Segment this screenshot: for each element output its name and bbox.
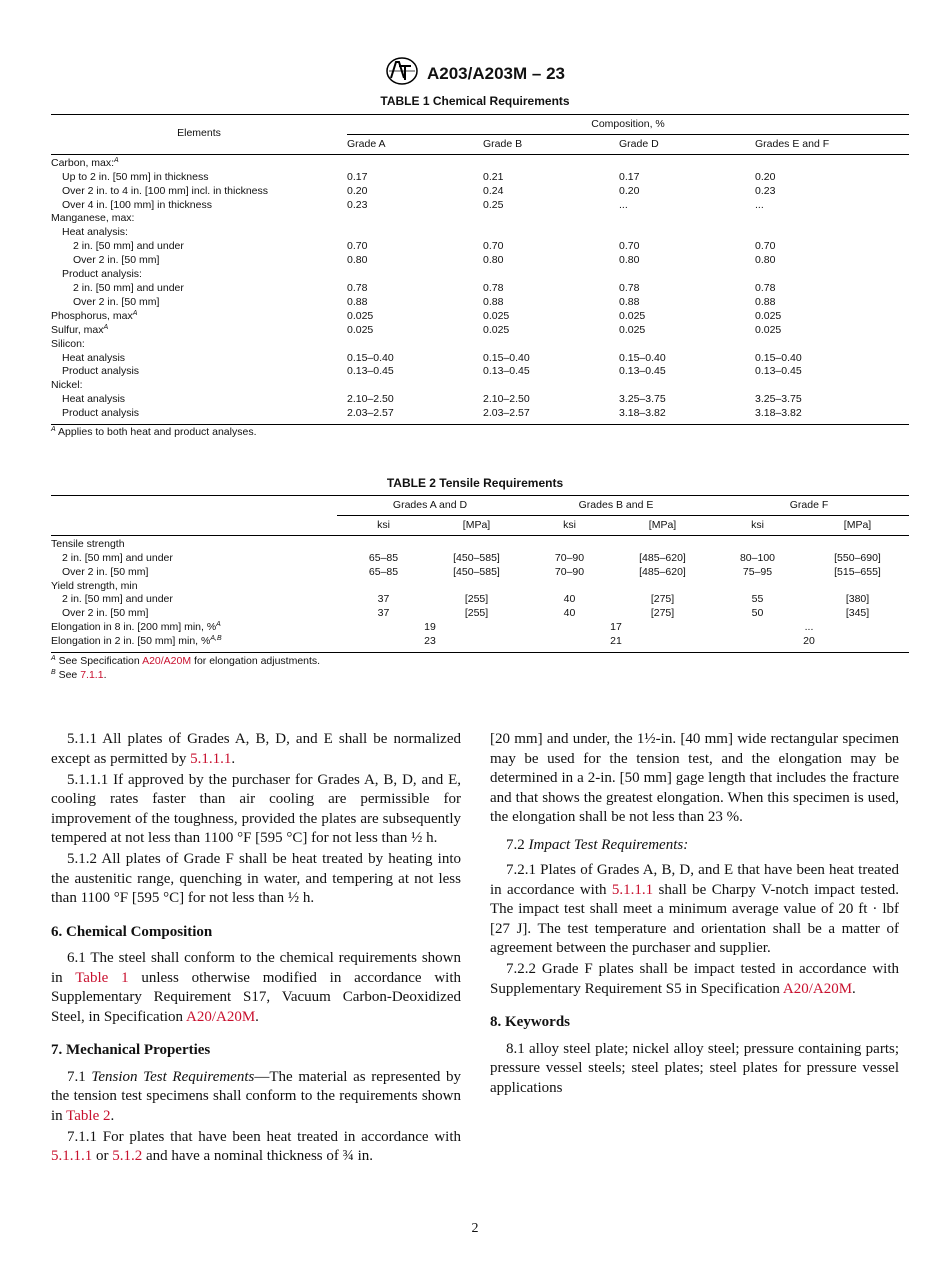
table2-group-header: Grades B and E — [523, 496, 709, 516]
astm-logo-icon — [385, 56, 419, 91]
table1-cell — [755, 379, 909, 393]
table2-cell — [430, 535, 523, 551]
table1-cell — [347, 338, 483, 352]
table1-grade-header: Grades E and F — [755, 134, 909, 154]
table2-row-label: 2 in. [50 mm] and under — [62, 551, 173, 564]
table2-cell: [275] — [650, 607, 675, 620]
table1-cell: 0.025 — [755, 323, 782, 336]
table2-cell — [523, 535, 616, 551]
table1-cell: 0.88 — [619, 295, 640, 308]
table2-cell — [337, 535, 430, 551]
table1-row — [51, 212, 909, 226]
table1-cell: 0.23 — [347, 198, 368, 211]
table2-cell: 80–100 — [739, 551, 776, 564]
table1-cell: ... — [755, 198, 764, 211]
table1-row — [51, 199, 909, 213]
table1-row-label: Manganese, max: — [51, 212, 135, 225]
table1-cell — [347, 268, 483, 282]
table2-cell: 75–95 — [742, 565, 773, 578]
table1-footnote: $^A$ Applies to both heat and product analyses. — [51, 426, 257, 438]
table1-cell — [619, 379, 755, 393]
page-number: 2 — [471, 1221, 479, 1236]
right-column — [490, 730, 899, 1098]
table1-cell: 2.10–2.50 — [483, 393, 530, 406]
table1-cell: 0.025 — [755, 309, 782, 322]
table1-cell: 0.025 — [619, 323, 646, 336]
table2-footnotes — [51, 655, 320, 682]
table2-row-label: Elongation in 8 in. [200 mm] min, %$^A$ — [51, 621, 221, 634]
table1-cell: 3.25–3.75 — [755, 393, 802, 406]
table2-unit-header: [MPa] — [806, 515, 909, 535]
table2-elongation-row — [51, 635, 909, 652]
table2-cell: [485–620] — [639, 551, 686, 564]
table1-cell: 0.24 — [483, 184, 504, 197]
table2-row-label: Over 2 in. [50 mm] — [62, 607, 149, 620]
table1-cell — [347, 379, 483, 393]
table1-row — [51, 365, 909, 379]
table1-cell: 0.15–0.40 — [755, 351, 802, 364]
para-8-1: 8.1 alloy steel plate; nickel alloy steel; pressure containing parts; pressure vessel steels; steel plates; steel plates for pressure vessel applications — [490, 1040, 899, 1096]
table2-cell: 55 — [751, 593, 764, 606]
table2-cell — [709, 535, 806, 551]
table1-cell: 0.88 — [755, 295, 776, 308]
link-5-1-1-1[interactable]: 5.1.1.1 — [190, 750, 232, 767]
table1-cell: 0.80 — [483, 254, 504, 267]
table2-unit-header: ksi — [709, 515, 806, 535]
para-5-1-2: 5.1.2 All plates of Grade F shall be heat treated by heating into the austenitic range, quenching in water, and tempering at not less than 1100 °F [595 °C] for not less than ½ h. — [51, 851, 461, 906]
table1-cell: 0.025 — [347, 309, 374, 322]
table2-cell — [430, 580, 523, 594]
link-table-2[interactable]: Table 2 — [66, 1107, 111, 1124]
table1-cell: 0.13–0.45 — [619, 365, 666, 378]
table1-cell: 2.03–2.57 — [483, 407, 619, 424]
table2-cell — [616, 535, 709, 551]
table1-cell: 3.18–3.82 — [755, 407, 909, 424]
link-table-1[interactable]: Table 1 — [75, 969, 129, 986]
table2-unit-header: ksi — [523, 515, 616, 535]
table1-cell — [755, 212, 909, 226]
table2-row-label: 2 in. [50 mm] and under — [62, 593, 173, 606]
table1-cell: 0.20 — [619, 184, 640, 197]
table1-row-label: Carbon, max:$^A$ — [51, 156, 119, 169]
table1-cell: 0.80 — [755, 254, 776, 267]
table1-cell: 0.20 — [755, 170, 776, 183]
left-column — [51, 730, 461, 1167]
table2-unit-header: [MPa] — [616, 515, 709, 535]
table2-cell: 23 — [337, 635, 523, 652]
table1-cell — [755, 338, 909, 352]
table1-grade-header: Grade B — [483, 134, 619, 154]
table2-cell — [806, 580, 909, 594]
para-7-1-1-continued: [20 mm] and under, the 1½-in. [40 mm] wide rectangular specimen may be used for the tension test, and the elongation may be determined in a 2-in. [50 mm] gage length that includes the fracture and that shows the greatest elongation. When this specimen is used, the elongation shall be not less than 23 %. — [490, 731, 899, 825]
table2-row-label: Tensile strength — [51, 537, 125, 550]
table1-row — [51, 240, 909, 254]
table2-row-label: Over 2 in. [50 mm] — [62, 565, 149, 578]
para-7-2-1: 7.2.1 Plates of Grades A, B, D, and E that have been heat treated in accordance with 5.1.1.1 shall be Charpy V-notch impact tested. The impact test shall meet a minimum average value of 20 ft · lbf [27 J]. The test temperature and orientation shall be a matter of agreement between the purchaser and supplier. — [490, 862, 899, 956]
table2-row — [51, 607, 909, 621]
table1-cell: 2.03–2.57 — [347, 407, 483, 424]
table1-cell: 0.025 — [347, 323, 374, 336]
table1-row-label: Product analysis: — [62, 268, 142, 281]
table1-row — [51, 407, 909, 424]
table1-cell: 0.70 — [755, 240, 776, 253]
table1-cell — [483, 338, 619, 352]
table1-row-label: Phosphorus, $\max^A$ — [51, 309, 138, 322]
table1-cell: 0.80 — [347, 254, 368, 267]
table1-cell — [755, 268, 909, 282]
table2-group-header: Grades A and D — [337, 496, 523, 516]
table2-cell: 70–90 — [554, 551, 585, 564]
table2-row-label: Elongation in 2 in. [50 mm] min, %$^{A,B}$ — [51, 635, 337, 652]
table2-row — [51, 535, 909, 551]
table1-row — [51, 393, 909, 407]
link-5-1-1-1[interactable]: 5.1.1.1 — [611, 881, 654, 898]
table1-cell: 0.78 — [347, 281, 368, 294]
table2-cell — [616, 580, 709, 594]
table1-cell: 0.70 — [619, 240, 640, 253]
table1-row-label: Sulfur, $\max^A$ — [51, 323, 109, 336]
table1-row — [51, 338, 909, 352]
table1-row-label: Product analysis — [62, 365, 140, 378]
table1-row-label: 2 in. [50 mm] and under — [73, 281, 184, 294]
table2-caption: TABLE 2 Tensile Requirements — [386, 476, 564, 490]
table2-cell: ... — [804, 621, 814, 634]
table1-cell — [755, 154, 909, 170]
table1-cell — [619, 338, 755, 352]
table2-footnote-a: $^A$ See Specification A20/A20M for elongation adjustments. — [51, 655, 321, 667]
table2-row — [51, 566, 909, 580]
table2-footnote-b: $^B$ See 7.1.1. — [51, 668, 107, 681]
table1-row-label: Silicon: — [51, 337, 85, 350]
document-header — [0, 56, 950, 91]
table2-cell: [275] — [650, 593, 675, 606]
table1-cell: 0.17 — [347, 170, 368, 183]
table1-cell: 0.13–0.45 — [755, 365, 802, 378]
table2-group-header: Grade F — [709, 496, 909, 516]
table1-cell — [483, 212, 619, 226]
table2-cell: [380] — [845, 593, 870, 606]
table2-row — [51, 580, 909, 594]
table1-cell: 0.78 — [755, 281, 776, 294]
table1-cell: 0.25 — [483, 198, 504, 211]
para-5-1-1: 5.1.1 All plates of Grades A, B, D, and E shall be normalized except as permitted by 5.1.1.1. — [51, 731, 461, 767]
table1-cell — [347, 226, 483, 240]
table1-cell — [483, 226, 619, 240]
table1-cell — [619, 212, 755, 226]
table1-cell — [483, 268, 619, 282]
table1-cell: ... — [619, 198, 628, 211]
table2-cell: 37 — [377, 607, 390, 620]
link-a20-a20m[interactable]: A20/A20M — [782, 980, 853, 997]
table1-row — [51, 268, 909, 282]
table1-row — [51, 154, 909, 170]
designation-title: A203/A203M – 23 — [427, 63, 565, 83]
table1-row-label: Over 2 in. [50 mm] — [73, 254, 160, 267]
table2-cell: 20 — [709, 635, 909, 652]
table2-cell: [450–585] — [453, 565, 500, 578]
table2-cell: 65–85 — [368, 565, 399, 578]
table1-composition-header: Composition, % — [347, 115, 909, 135]
para-5-1-1-1: 5.1.1.1 If approved by the purchaser for Grades A, B, D, and E, cooling rates faster than air cooling are permissible for improvement of the toughness, provided the plates are subsequently tempered at not less than 1100 °F [595 °C] for not less than ½ h. — [51, 771, 461, 846]
table2-cell: 40 — [563, 607, 576, 620]
para-7-2-2: 7.2.2 Grade F plates shall be impact tested in accordance with Supplementary Requirement S5 in Specification A20/A20M. — [490, 961, 899, 997]
table1-cell: 2.10–2.50 — [347, 393, 394, 406]
section-8-heading: 8. Keywords — [490, 1014, 570, 1030]
table2-row-label: Yield strength, min — [51, 579, 138, 592]
table1-row-label: Over 2 in. [50 mm] — [73, 295, 160, 308]
table1-cell — [619, 154, 755, 170]
para-7-2: 7.2 Impact Test Requirements: — [506, 836, 689, 853]
table2-elongation-row — [51, 621, 909, 635]
table1-cell: 0.025 — [619, 309, 646, 322]
table1-cell: 0.23 — [755, 184, 776, 197]
table1-cell: 0.13–0.45 — [483, 365, 530, 378]
table1-cell — [347, 212, 483, 226]
link-5-1-2[interactable]: 5.1.2 — [112, 1148, 143, 1164]
table1-cell: 0.20 — [347, 184, 368, 197]
table1-cell: 0.15–0.40 — [619, 351, 666, 364]
table1-cell: 0.88 — [347, 295, 368, 308]
table2-cell: 40 — [563, 593, 576, 606]
table1-chemical-requirements — [51, 114, 909, 425]
table1-row — [51, 296, 909, 310]
table1-cell — [347, 154, 483, 170]
table2-cell: [550–690] — [834, 551, 881, 564]
table1-row-label: Heat analysis — [62, 351, 126, 364]
table1-row — [51, 379, 909, 393]
table2-cell — [337, 580, 430, 594]
table2-cell: 37 — [377, 593, 390, 606]
table2-cell: 21 — [523, 635, 709, 652]
link-a20-a20m[interactable]: A20/A20M — [185, 1008, 256, 1025]
table1-elements-header: Elements — [51, 115, 347, 155]
table1-row — [51, 352, 909, 366]
link-a20-a20m[interactable]: A20/A20M — [142, 655, 192, 667]
table1-caption: TABLE 1 Chemical Requirements — [380, 94, 570, 108]
table1-row-label: Over 4 in. [100 mm] in thickness — [62, 198, 212, 211]
table2-cell: [345] — [845, 607, 870, 620]
table2-cell: [255] — [464, 607, 489, 620]
table1-row-label: Nickel: — [51, 379, 83, 392]
link-5-1-1-1[interactable]: 5.1.1.1 — [51, 1148, 93, 1164]
table1-row — [51, 310, 909, 324]
table2-cell: 50 — [751, 607, 764, 620]
table1-cell: 0.21 — [483, 170, 504, 183]
table1-cell: 0.78 — [483, 281, 504, 294]
table1-row-label: Over 2 in. to 4 in. [100 mm] incl. in thickness — [62, 184, 269, 197]
para-7-1-1: 7.1.1 For plates that have been heat treated in accordance with 5.1.1.1 or 5.1.2 and have a nominal thickness of ¾ in. — [51, 1128, 461, 1164]
section-7-heading: 7. Mechanical Properties — [51, 1042, 211, 1058]
table2-row — [51, 593, 909, 607]
table1-cell: 0.88 — [483, 295, 504, 308]
table1-row — [51, 171, 909, 185]
table2-unit-header: ksi — [337, 515, 430, 535]
table2-cell: 70–90 — [554, 565, 585, 578]
table2-tensile-requirements — [51, 495, 909, 653]
table1-cell — [755, 226, 909, 240]
table1-grade-header: Grade A — [347, 134, 483, 154]
table1-cell: 0.78 — [619, 281, 640, 294]
table1-row — [51, 324, 909, 338]
table2-cell — [709, 580, 806, 594]
table1-grade-header: Grade D — [619, 134, 755, 154]
table1-cell — [483, 379, 619, 393]
table1-cell: 0.15–0.40 — [483, 351, 530, 364]
para-7-1: 7.1 Tension Test Requirements—The material as represented by the tension test specimens shall conform to the requirements shown in Table 2. — [51, 1068, 461, 1124]
table1-cell: 0.13–0.45 — [347, 365, 394, 378]
table2-cell — [806, 535, 909, 551]
table1-row — [51, 226, 909, 240]
para-6-1: 6.1 The steel shall conform to the chemical requirements shown in Table 1 unless otherwise modified in accordance with Supplementary Requirement S17, Vacuum Carbon-Deoxidized Steel, in Specification A20/A20M. — [51, 950, 462, 1025]
table1-cell — [483, 154, 619, 170]
table1-cell: 0.80 — [619, 254, 640, 267]
table1-row-label: Up to 2 in. [50 mm] in thickness — [62, 170, 209, 183]
table2-cell: 19 — [424, 621, 436, 634]
table2-unit-header: [MPa] — [430, 515, 523, 535]
table1-cell: 0.025 — [483, 309, 510, 322]
table2-cell: [450–585] — [453, 551, 500, 564]
table2-cell: 17 — [610, 621, 622, 634]
table1-cell — [619, 268, 755, 282]
table1-cell: 3.18–3.82 — [619, 407, 755, 424]
table1-row-label: Heat analysis — [62, 393, 126, 406]
table1-row — [51, 254, 909, 268]
table2-row — [51, 552, 909, 566]
table1-cell: 0.15–0.40 — [347, 351, 394, 364]
section-6-heading: 6. Chemical Composition — [51, 923, 213, 940]
table1-cell — [619, 226, 755, 240]
table1-row-label: Heat analysis: — [62, 226, 128, 239]
table1-row — [51, 185, 909, 199]
table2-cell: 65–85 — [368, 551, 399, 564]
link-7-1-1[interactable]: 7.1.1 — [80, 668, 104, 681]
table1-cell: 0.025 — [483, 323, 510, 336]
table2-cell: [515–655] — [834, 565, 881, 578]
table1-row — [51, 282, 909, 296]
table2-cell — [523, 580, 616, 594]
table1-cell: 0.70 — [347, 240, 368, 253]
table1-cell: 0.70 — [483, 240, 504, 253]
table1-row-label: 2 in. [50 mm] and under — [73, 240, 184, 253]
table1-cell: 0.17 — [619, 170, 640, 183]
table1-row-label: Product analysis — [51, 407, 347, 424]
table2-cell: [485–620] — [639, 565, 686, 578]
table2-cell: [255] — [464, 593, 489, 606]
table1-cell: 3.25–3.75 — [619, 393, 666, 406]
